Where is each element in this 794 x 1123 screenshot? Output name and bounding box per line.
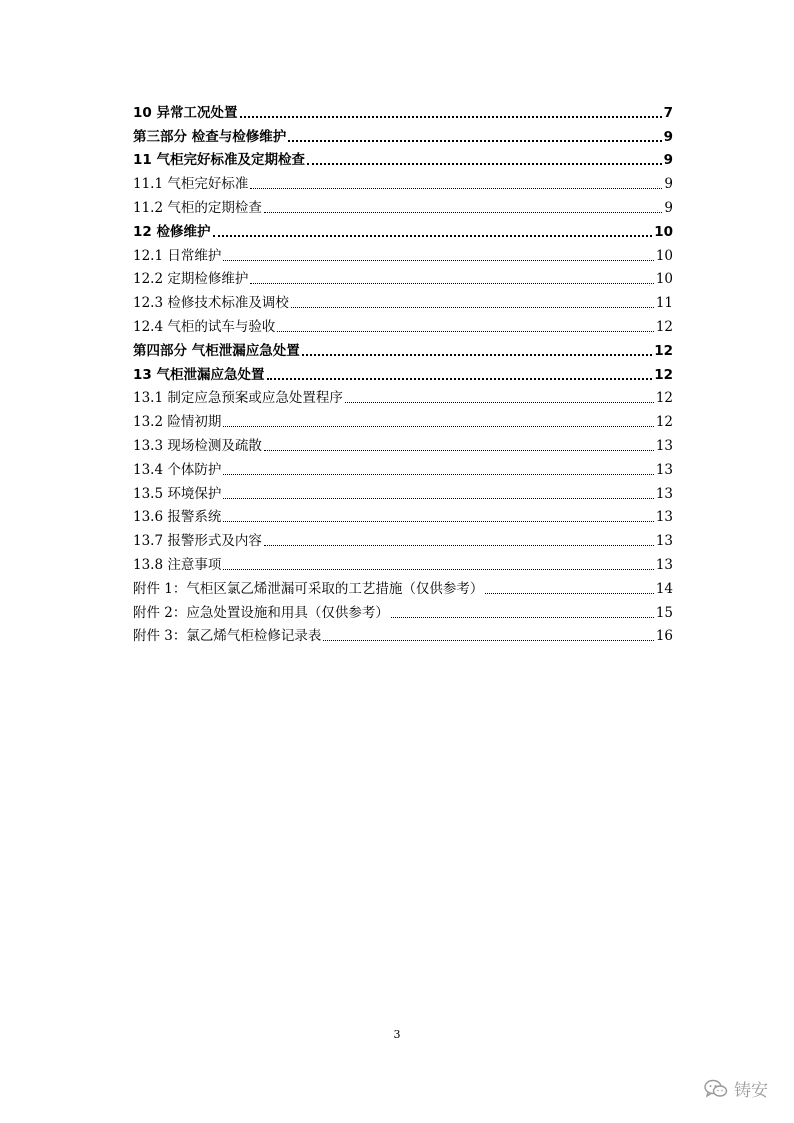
dot-leader <box>264 545 654 546</box>
toc-entry-page: 9 <box>663 128 673 145</box>
toc-entry-page: 10 <box>654 223 673 240</box>
dot-leader <box>223 521 653 522</box>
toc-entry-label: 11.1 气柜完好标准 <box>133 176 249 193</box>
dot-leader <box>302 354 653 356</box>
toc-entry-label: 13.7 报警形式及内容 <box>133 533 262 550</box>
toc-entry-label: 12 检修维护 <box>133 223 211 240</box>
toc-entry-page: 10 <box>655 271 673 288</box>
dot-leader <box>213 235 653 237</box>
toc-entry-page: 11 <box>655 295 673 312</box>
toc-entry[interactable] <box>133 265 673 289</box>
dot-leader <box>264 212 663 213</box>
toc-entry-page: 13 <box>655 556 673 573</box>
toc-entry-page: 13 <box>655 533 673 550</box>
toc-entry[interactable] <box>133 526 673 550</box>
toc-entry-label: 第三部分 检查与检修维护 <box>133 128 287 145</box>
toc-entry-page: 10 <box>655 247 673 264</box>
toc-entry[interactable] <box>133 431 673 455</box>
toc-entry[interactable] <box>133 193 673 217</box>
wechat-icon <box>704 1079 728 1099</box>
toc-entry-label: 12.3 检修技术标准及调校 <box>133 295 289 312</box>
toc-entry-label: 13.5 环境保护 <box>133 485 222 502</box>
dot-leader <box>223 474 653 475</box>
dot-leader <box>307 163 662 165</box>
dot-leader <box>485 593 653 594</box>
toc-entry[interactable] <box>133 288 673 312</box>
toc-entry-label: 13.6 报警系统 <box>133 509 222 526</box>
toc-entry-label: 11.2 气柜的定期检查 <box>133 199 262 216</box>
toc-entry-page: 14 <box>655 580 673 597</box>
toc-entry-label: 13.2 险情初期 <box>133 414 222 431</box>
dot-leader <box>223 260 653 261</box>
toc-entry-label: 12.1 日常维护 <box>133 247 222 264</box>
watermark <box>704 1076 768 1101</box>
toc-entry-label: 13.8 注意事项 <box>133 556 222 573</box>
page-number: 3 <box>393 1028 401 1041</box>
toc-entry-page: 16 <box>655 628 673 645</box>
toc-entry-page: 13 <box>655 485 673 502</box>
toc-entry-page: 9 <box>664 176 673 193</box>
toc-entry[interactable] <box>133 503 673 527</box>
toc-entry[interactable] <box>133 384 673 408</box>
toc-entry[interactable] <box>133 312 673 336</box>
toc-entry-label: 10 异常工况处置 <box>133 104 238 121</box>
table-of-contents <box>133 98 673 645</box>
toc-entry[interactable] <box>133 550 673 574</box>
toc-entry[interactable] <box>133 146 673 170</box>
dot-leader <box>250 188 662 189</box>
toc-entry-page: 15 <box>655 604 673 621</box>
dot-leader <box>223 498 653 499</box>
toc-entry-label: 第四部分 气柜泄漏应急处置 <box>133 342 300 359</box>
toc-entry-label: 12.4 气柜的试车与验收 <box>133 318 276 335</box>
toc-entry-page: 9 <box>664 199 673 216</box>
toc-entry-page: 13 <box>655 461 673 478</box>
dot-leader <box>277 331 653 332</box>
dot-leader <box>291 307 654 308</box>
dot-leader <box>288 140 661 142</box>
toc-entry[interactable] <box>133 122 673 146</box>
toc-entry-page: 12 <box>654 366 673 383</box>
toc-entry-page: 13 <box>655 509 673 526</box>
toc-entry[interactable] <box>133 407 673 431</box>
dot-leader <box>391 617 654 618</box>
dot-leader <box>223 569 653 570</box>
toc-entry[interactable] <box>133 336 673 360</box>
dot-leader <box>250 283 653 284</box>
watermark-text: 铸安 <box>734 1081 768 1101</box>
toc-entry[interactable] <box>133 574 673 598</box>
toc-entry[interactable] <box>133 479 673 503</box>
toc-entry[interactable] <box>133 169 673 193</box>
toc-entry-page: 9 <box>663 152 673 169</box>
dot-leader <box>264 450 654 451</box>
toc-entry-page: 13 <box>655 437 673 454</box>
toc-entry-label: 附件 2：应急处置设施和用具（仅供参考） <box>133 604 389 621</box>
toc-entry[interactable] <box>133 622 673 646</box>
toc-entry-label: 附件 3：氯乙烯气柜检修记录表 <box>133 628 322 645</box>
toc-entry-label: 11 气柜完好标准及定期检查 <box>133 152 305 169</box>
toc-entry-page: 12 <box>655 390 673 407</box>
toc-entry-label: 附件 1：气柜区氯乙烯泄漏可采取的工艺措施（仅供参考） <box>133 580 484 597</box>
toc-entry-label: 13.4 个体防护 <box>133 461 222 478</box>
toc-entry[interactable] <box>133 217 673 241</box>
toc-entry-page: 12 <box>655 414 673 431</box>
toc-entry[interactable] <box>133 98 673 122</box>
dot-leader <box>323 640 653 641</box>
dot-leader <box>223 426 653 427</box>
toc-entry[interactable] <box>133 455 673 479</box>
toc-entry[interactable] <box>133 360 673 384</box>
toc-entry-page: 7 <box>663 104 673 121</box>
toc-entry-label: 13 气柜泄漏应急处置 <box>133 366 265 383</box>
toc-entry-label: 13.1 制定应急预案或应急处置程序 <box>133 390 343 407</box>
toc-entry-label: 12.2 定期检修维护 <box>133 271 249 288</box>
toc-entry-page: 12 <box>654 342 673 359</box>
dot-leader <box>240 116 662 118</box>
dot-leader <box>267 378 653 380</box>
toc-entry[interactable] <box>133 598 673 622</box>
toc-entry-label: 13.3 现场检测及疏散 <box>133 437 262 454</box>
toc-entry-page: 12 <box>655 318 673 335</box>
dot-leader <box>345 402 654 403</box>
toc-entry[interactable] <box>133 241 673 265</box>
